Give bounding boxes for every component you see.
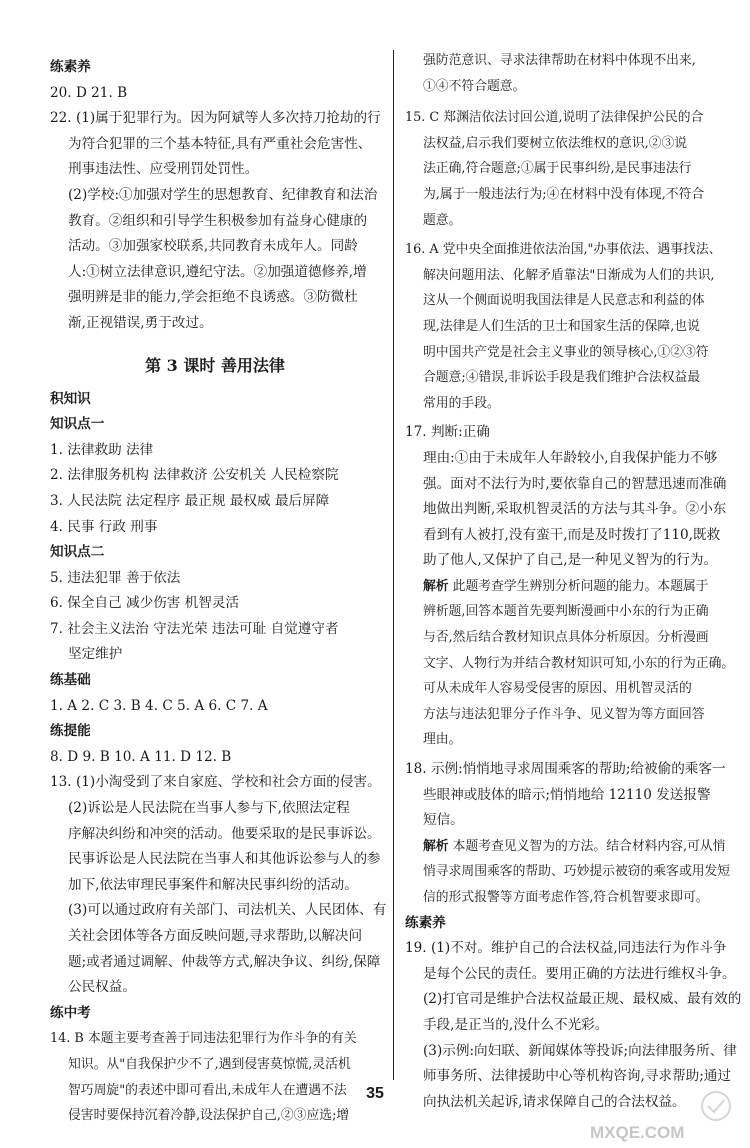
answer-line: 向执法机关起诉,请求保障自己的合法权益。	[423, 1093, 686, 1110]
answer-22	[50, 106, 380, 336]
answer-line: ①④不符合题意。	[423, 78, 526, 94]
answer-line: 侵害时要保持沉着冷静,设法保护自己,②③应选;增	[68, 1108, 350, 1124]
answer-line: 民事诉讼是人民法院在当事人和其他诉讼参与人的参	[68, 851, 381, 868]
answer-line: 强。面对不法行为时,要依靠自己的智慧迅速而准确	[423, 475, 727, 492]
section-heading-suyang-2: 练素养	[405, 914, 446, 931]
answer-line: 师事务所、法律援助中心等机构咨询,寻求帮助;通过	[423, 1068, 731, 1085]
analysis-line: 信的形式报警等方面考虑作答,符合机智要求即可。	[423, 890, 709, 905]
knowledge-point-1-heading: 知识点一	[50, 416, 105, 433]
answer-line: 看到有人被打,没有蛮干,而是及时拨打了110,既救	[423, 526, 721, 543]
answer-line: 18. 示例:悄悄地寻求周围乘客的帮助;给被偷的乘客一	[405, 761, 726, 778]
section-heading-tineng: 练提能	[50, 723, 91, 740]
answer-14	[50, 1026, 380, 1128]
kp1-item: 4. 民事 行政 刑事	[50, 518, 158, 535]
analysis-text: 本题考查见义智为的方法。结合材料内容,可从悄	[448, 838, 726, 854]
column-divider	[393, 50, 394, 1080]
answer-line: 渐,正视错误,勇于改过。	[68, 314, 213, 331]
right-column	[405, 53, 742, 1115]
analysis-line	[405, 574, 717, 600]
answer-line: 关社会团体等各方面反映问题,寻求帮助,以解决问	[68, 928, 363, 944]
answer-line: 短信。	[423, 812, 464, 829]
analysis-label: 解析	[423, 838, 449, 854]
knowledge-point-2-heading: 知识点二	[50, 544, 105, 561]
answer-line: 现,法律是人们生活的卫士和国家生活的保障,也说	[423, 318, 700, 334]
answer-line: (2)打官司是维护合法权益最正规、最权威、最有效的	[423, 991, 742, 1008]
answer-17-judgement: 17. 判断:正确	[405, 424, 490, 441]
basic-answers: 1. A 2. C 3. B 4. C 5. A 6. C 7. A	[50, 697, 268, 714]
kp1-item: 3. 人民法院 法定程序 最正规 最权威 最后屏障	[50, 492, 330, 509]
kp2-item-continued: 坚定维护	[68, 646, 123, 663]
answer-line: 地做出判断,采取机智灵活的方法与其斗争。②小东	[423, 501, 727, 518]
answer-line: 合题意;④错误,非诉讼手段是我们维护合法权益最	[423, 370, 701, 386]
analysis-line: 悄寻求周围乘客的帮助、巧妙提示被窃的乘客或用发短	[423, 864, 731, 880]
answer-line: 强防范意识、寻求法律帮助在材料中体现不出来,	[423, 53, 696, 68]
answer-line: 理由:①由于未成年人年龄较小,自我保护能力不够	[423, 449, 718, 466]
section-heading-zhongkao: 练中考	[50, 1004, 91, 1021]
answer-line: 明中国共产党是社会主义事业的领导核心,①②③符	[423, 344, 709, 360]
kp2-item: 6. 保全自己 减少伤害 机智灵活	[50, 595, 240, 612]
watermark-logo	[588, 1086, 738, 1142]
chapter-title: 第 3 课时 善用法律	[145, 355, 285, 375]
answer-line: 知识。从"自我保护少不了,遇到侵害莫惊慌,灵活机	[68, 1056, 351, 1072]
answer-20-21: 20. D 21. B	[50, 84, 128, 101]
answer-line: 助了他人,又保护了自己,是一种见义智为的行为。	[423, 552, 718, 569]
kp2-item: 7. 社会主义法治 守法光荣 违法可耻 自觉遵守者	[50, 620, 339, 637]
answer-line: (3)可以通过政府有关部门、司法机关、人民团体、有	[68, 902, 387, 919]
answer-line: (3)示例:向妇联、新闻媒体等投诉;向法律服务所、律	[423, 1042, 737, 1059]
answer-line: 14. B 本题主要考查善于同违法犯罪行为作斗争的有关	[50, 1031, 357, 1047]
answer-line: 法权益,启示我们要树立依法维权的意识,②③说	[423, 135, 688, 151]
answer-line: 题意。	[423, 212, 462, 228]
answer-line: 人:①树立法律意识,遵纪守法。②加强道德修养,增	[68, 263, 367, 280]
answer-line: 活动。③加强家校联系,共同教育未成年人。同龄	[68, 238, 358, 255]
watermark-text: MXQE.COM	[590, 1123, 685, 1142]
section-heading-jichu: 练基础	[50, 672, 91, 689]
answer-line: (2)诉讼是人民法院在当事人参与下,依照法定程	[68, 800, 350, 817]
analysis-line: 辨析题,回答本题首先要判断漫画中小东的行为正确	[423, 604, 709, 620]
analysis-line: 可从未成年人容易受侵害的原因、用机智灵活的	[423, 681, 692, 697]
answer-line: 19. (1)不对。维护自己的合法权益,同违法行为作斗争	[405, 940, 727, 957]
analysis-line: 理由。	[423, 732, 462, 748]
answer-line: 15. C 郑渊洁依法讨回公道,说明了法律保护公民的合	[405, 110, 704, 126]
answer-line: 法正确,符合题意;①属于民事纠纷,是民事违法行	[423, 161, 692, 177]
answer-line: 为符合犯罪的三个基本特征,具有严重社会危害性、	[68, 135, 372, 152]
answer-line: 这从一个侧面说明我国法律是人民意志和利益的体	[423, 293, 705, 309]
answer-line: 刑事违法性、应受刑罚处罚性。	[68, 161, 259, 178]
answer-line: 序解决纠纷和冲突的活动。他要采取的是民事诉讼。	[68, 825, 381, 842]
answer-line: 手段,是正当的,没什么不光彩。	[423, 1016, 609, 1033]
answer-13	[50, 770, 387, 1000]
answer-line: 智巧周旋"的表述中即可看出,未成年人在遭遇不法	[68, 1082, 347, 1098]
section-heading-suyang: 练素养	[50, 59, 91, 75]
page-number: 35	[366, 1085, 384, 1102]
answer-line: 些眼神或肢体的暗示;悄悄地给 12110 发送报警	[423, 786, 711, 803]
analysis-line	[405, 834, 726, 860]
answer-line: 22. (1)属于犯罪行为。因为阿斌等人多次持刀抢劫的行	[50, 110, 381, 127]
answer-line: 解决问题用法、化解矛盾靠法"日渐成为人们的共识,	[423, 267, 715, 283]
answer-17	[405, 420, 735, 753]
answer-16	[405, 237, 722, 416]
answer-line: 题;或者通过调解、仲裁等方式,解决争议、纠纷,保障	[68, 953, 381, 970]
analysis-line: 文字、人物行为并结合教材知识可知,小东的行为正确。	[423, 655, 735, 671]
analysis-text: 此题考查学生辨别分析问题的能力。本题属于	[448, 578, 709, 594]
section-heading-jizhishi: 积知识	[50, 390, 91, 407]
analysis-line: 方法与违法犯罪分子作斗争、见义智为等方面回答	[423, 706, 705, 722]
answer-line: 公民权益。	[68, 979, 136, 996]
answer-line: 常用的手段。	[423, 395, 500, 411]
kp1-item: 1. 法律救助 法律	[50, 441, 154, 458]
analysis-label: 解析	[423, 578, 449, 594]
answer-line: (2)学校:①加强对学生的思想教育、纪律教育和法治	[68, 186, 378, 203]
answer-15	[405, 105, 717, 233]
answer-line: 强明辨是非的能力,学会拒绝不良诱惑。③防微杜	[68, 289, 358, 306]
kp1-item: 2. 法律服务机构 法律救济 公安机关 人民检察院	[50, 467, 339, 484]
answer-line: 教育。②组织和引导学生积极参加有益身心健康的	[68, 212, 368, 229]
answer-line: 16. A 党中央全面推进依法治国,"办事依法、遇事找法、	[405, 242, 722, 258]
left-column	[50, 55, 387, 1129]
answer-18	[405, 757, 731, 911]
answer-line: 加下,依法审理民事案件和解决民事纠纷的活动。	[68, 876, 358, 893]
answer-line: 13. (1)小淘受到了来自家庭、学校和社会方面的侵害。	[50, 774, 381, 791]
answer-line: 是每个公民的责任。要用正确的方法进行维权斗争。	[423, 965, 736, 982]
advanced-answers: 8. D 9. B 10. A 11. D 12. B	[50, 748, 232, 765]
answer-14-continued	[405, 48, 717, 99]
answer-line: 为,属于一般违法行为;④在材料中没有体现,不符合	[423, 186, 705, 202]
kp2-item: 5. 违法犯罪 善于依法	[50, 569, 181, 586]
analysis-line: 与否,然后结合教材知识点具体分析原因。分析漫画	[423, 630, 709, 646]
